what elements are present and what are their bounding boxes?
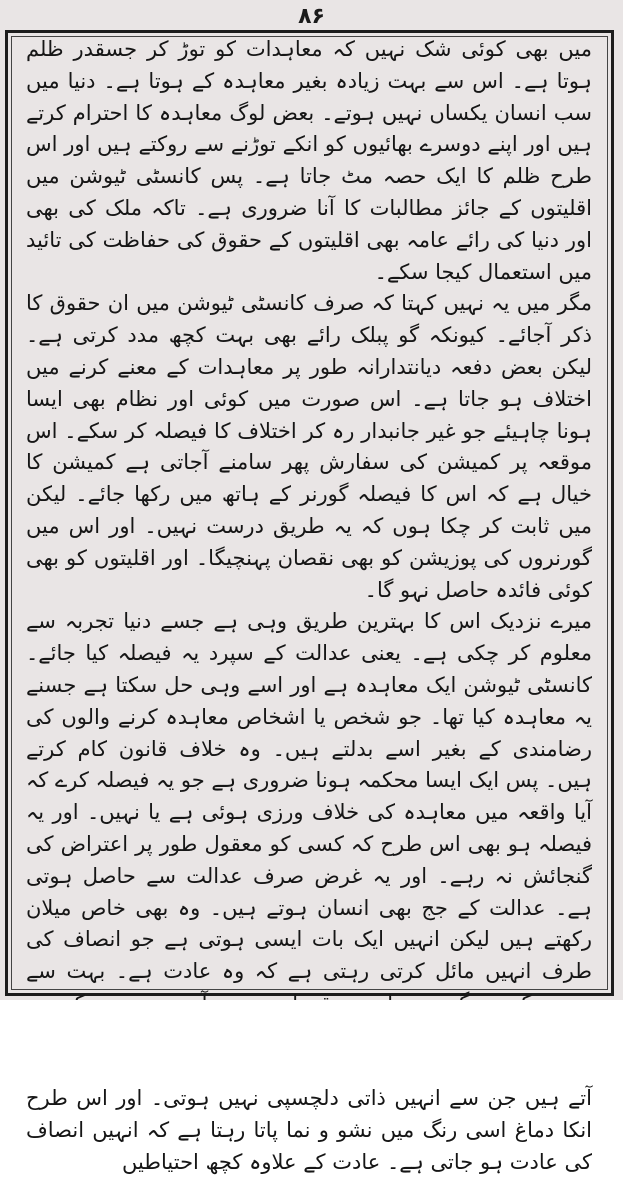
paragraph: میرے نزدیک اس کا بہترین طریق وہی ہے جسے دنیا تجربہ سے معلوم کر چکی ہے۔ یعنی عدالت کے سپرد یہ فیصلہ کیا جائے۔ کانسٹی ٹیوشن ایک معاہدہ ہے اور اسے وہی حل سکتا ہے جسنے یہ معاہدہ کیا تھا۔ جو شخص یا اشخاص معاہدہ کرنے والوں کی رضامندی کے بغیر اسے بدلتے ہیں۔ وہ خلاف قانون کام کرتے ہیں۔ پس ایک ایسا محکمہ ہونا ضروری ہے جو یہ فیصلہ کرے کہ آیا واقعہ میں معاہدہ کی خلاف ورزی ہوئی ہے یا نہیں۔ اور یہ فیصلہ ہو بھی اس طرح کہ کسی کو معقول طور پر اعتراض کی گنجائش نہ رہے۔ اور یہ غرض صرف عدالت سے حاصل ہوتی ہے۔ عدالت کے جج بھی انسان ہوتے ہیں۔ وہ بھی خاص میلان رکھتے ہیں لیکن انہیں ایک بات ایسی ہوتی ہے جو انصاف کی طرف انہیں مائل کرتی رہتی ہے کہ وہ عادت ہے۔ بہت سے آتے ہیں جن سے انہیں ذاتی دلچسپی نہیں ہوتی۔ اور اس طرح انکا دماغ اسی رنگ میں نشو و نما پاتا رہتا ہے کہ انہیں انصاف کی عادت ہو جاتی ہے۔ عادت کے علاوہ کچھ احتیاطیں <box>26 609 592 1174</box>
page-bottom-margin <box>0 1000 623 1080</box>
page-number: ۸۶ <box>298 4 325 29</box>
paragraph: میں بھی کوئی شک نہیں کہ معاہدات کو توڑ کر جسقدر ظلم ہوتا ہے۔ اس سے بہت زیادہ بغیر معاہدہ کے ہوتا ہے۔ دنیا میں سب انسان یکساں نہیں ہوتے۔ بعض لوگ معاہدہ کا احترام کرتے ہیں اور اپنے دوسرے بھائیوں کو انکے توڑنے سے روکتے ہیں اور اس طرح ظلم کا ایک حصہ مٹ جاتا ہے۔ پس کانسٹی ٹیوشن میں اقلیتوں کے جائز مطالبات کا آنا ضروری ہے۔ تاکہ ملک کی بھی اور دنیا کی رائے عامہ بھی اقلیتوں کے حقوق کی حفاظت کی تائید میں استعمال کیجا سکے۔ <box>26 37 592 284</box>
paragraph: مگر میں یہ نہیں کہتا کہ صرف کانسٹی ٹیوشن میں ان حقوق کا ذکر آجائے۔ کیونکہ گو پبلک رائے بھی بہت کچھ مدد کرتی ہے۔ لیکن بعض دفعہ دیانتدارانہ طور پر معاہدات کے معنے کرنے میں اختلاف ہو جاتا ہے۔ اس صورت میں کوئی اور نظام بھی ایسا ہونا چاہیئے جو غیر جانبدار رہ کر اختلاف کا فیصلہ کر سکے۔ اس موقعہ پر کمیشن کی سفارش پھر سامنے آجاتی ہے کمیشن کا خیال ہے کہ اس کا فیصلہ گورنر کے ہاتھ میں رکھا جائے۔ لیکن میں ثابت کر چکا ہوں کہ یہ طریق درست نہیں۔ اور اس میں گورنروں کی پوزیشن کو بھی نقصان پہنچیگا۔ اور اقلیتوں کو بھی کوئی فائدہ حاصل نہو گا۔ <box>26 291 592 602</box>
